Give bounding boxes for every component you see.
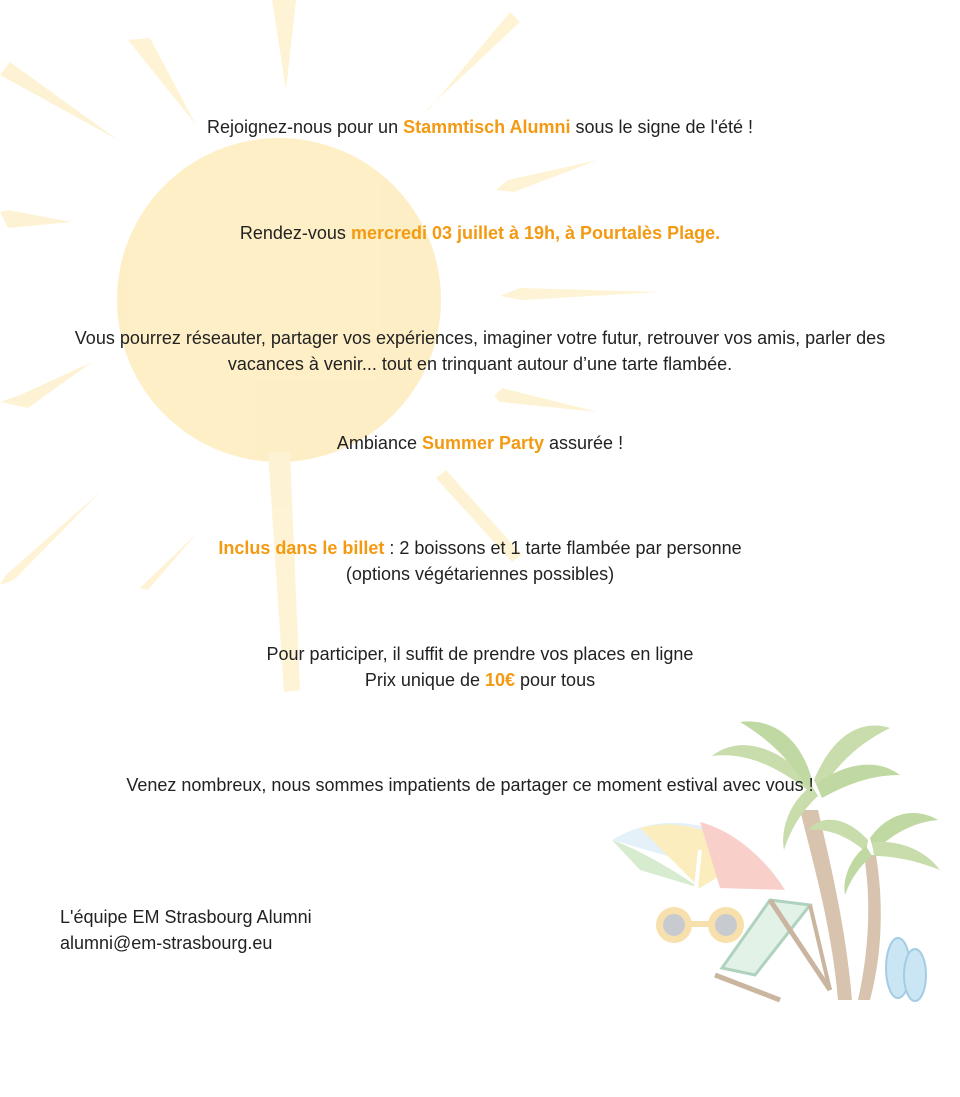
flip-flops-icon [886, 938, 926, 1001]
intro-text [0, 114, 960, 140]
price-before: Prix unique de [364, 670, 485, 690]
signature-email[interactable]: alumni@em-strasbourg.eu [60, 933, 273, 953]
ambiance-text [0, 430, 960, 456]
closing-text [0, 772, 950, 798]
participation-text [0, 641, 960, 693]
signature [60, 904, 312, 956]
included-highlight: Inclus dans le billet [218, 538, 385, 558]
ambiance-before: Ambiance [336, 433, 422, 453]
included-text [0, 535, 960, 587]
beach-scene [612, 721, 940, 1001]
signature-team: L'équipe EM Strasbourg Alumni [60, 907, 312, 927]
date-highlight: mercredi 03 juillet à 19h, à Pourtalès Plage. [350, 223, 721, 243]
networking-line2: vacances à venir... tout en trinquant autour d’une tarte flambée. [227, 354, 733, 374]
intro-before: Rejoignez-nous pour un [206, 117, 404, 137]
intro-after: sous le signe de l'été ! [570, 117, 754, 137]
price-after: pour tous [515, 670, 596, 690]
date-before: Rendez-vous [239, 223, 351, 243]
closing-line: Venez nombreux, nous sommes impatients de partager ce moment estival avec vous ! [126, 775, 814, 795]
included-after: : 2 boissons et 1 tarte flambée par personne [384, 538, 742, 558]
ambiance-highlight: Summer Party [421, 433, 545, 453]
price-highlight: 10€ [484, 670, 516, 690]
participation-line1: Pour participer, il suffit de prendre vos places en ligne [266, 644, 694, 664]
sunglasses-icon [656, 907, 744, 943]
included-line2: (options végétariennes possibles) [345, 564, 615, 584]
networking-line1: Vous pourrez réseauter, partager vos expériences, imaginer votre futur, retrouver vos amis, parler des [74, 328, 886, 348]
intro-highlight: Stammtisch Alumni [403, 117, 571, 137]
ambiance-after: assurée ! [544, 433, 624, 453]
date-text [0, 220, 960, 246]
networking-text [0, 325, 960, 377]
